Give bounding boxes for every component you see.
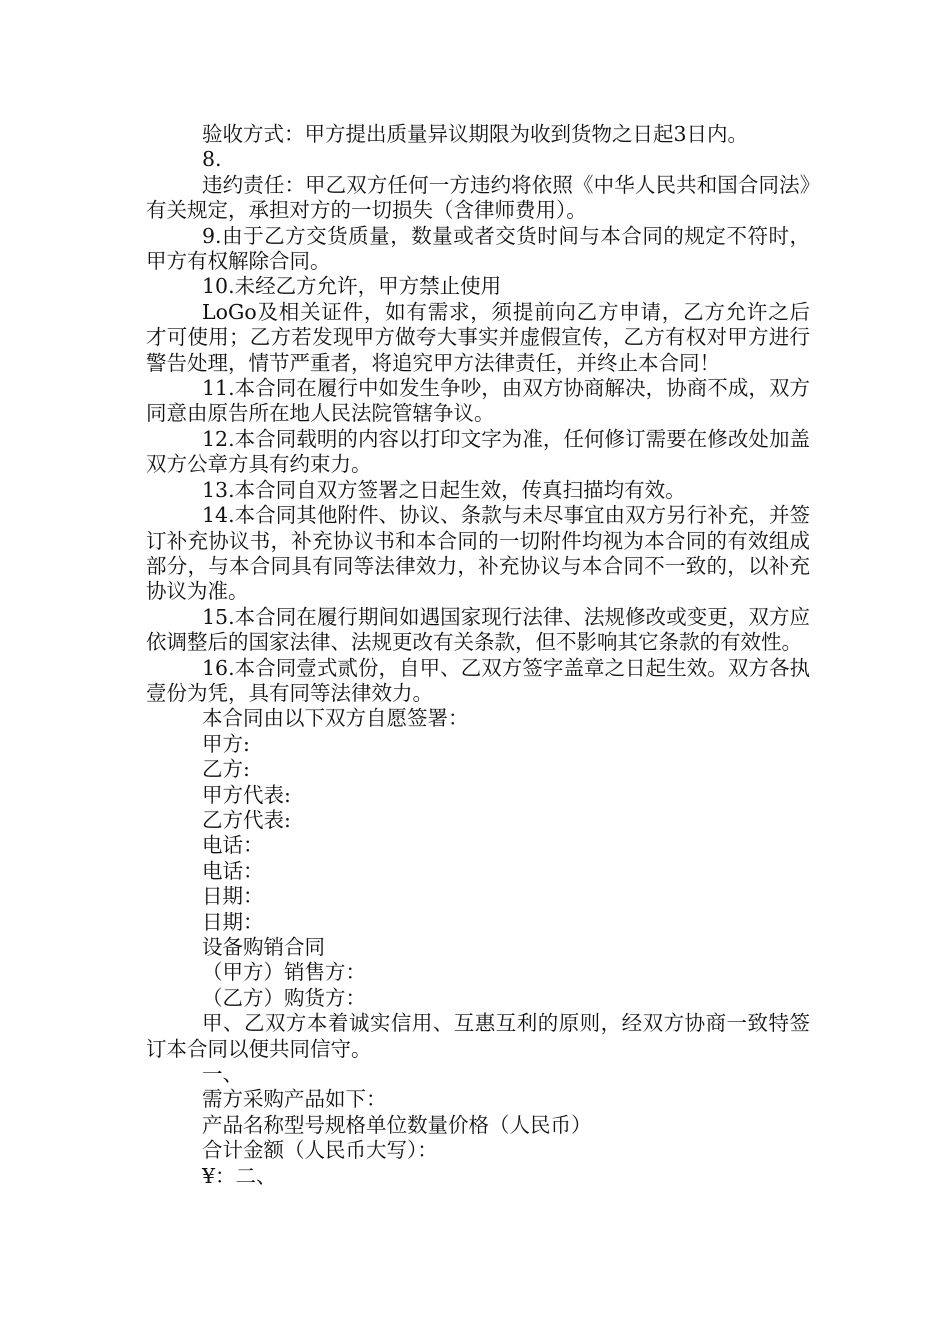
paragraph-acceptance-method: 验收方式：甲方提出质量异议期限为收到货物之日起3日内。 (202, 122, 749, 146)
paragraph-clause-14: 14.本合同其他附件、协议、条款与未尽事宜由双方另行补充，并签订补充协议书，补充协议书和本合同的一切附件均视为本合同的有效组成部分，与本合同具有同等法律效力，补充协议与本合同不一致的，以补充协议为准。 (146, 503, 810, 604)
party-a-seller: （甲方）销售方： (202, 960, 366, 985)
paragraph-products-intro: 需方采购产品如下： (202, 1087, 387, 1112)
signature-phone-a: 电话： (202, 833, 264, 858)
paragraph-clause-8-number: 8. (202, 147, 222, 172)
signature-party-a-representative: 甲方代表: (202, 782, 291, 807)
paragraph-principles: 甲、乙双方本着诚实信用、互惠互利的原则，经双方协商一致特签订本合同以便共同信守。 (146, 1011, 810, 1061)
signature-date-a: 日期： (202, 884, 264, 909)
paragraph-clause-9: 9.由于乙方交货质量，数量或者交货时间与本合同的规定不符时，甲方有权解除合同。 (146, 223, 810, 274)
signature-party-b-representative: 乙方代表: (202, 807, 291, 832)
document-body (146, 122, 810, 1189)
paragraph-clause-15: 15.本合同在履行期间如遇国家现行法律、法规修改或变更，双方应依调整后的国家法律、法规更改有关条款，但不影响其它条款的有效性。 (146, 604, 810, 655)
paragraph-logo-usage: LoGo及相关证件，如有需求，须提前向乙方申请，乙方允许之后才可使用；乙方若发现甲方做夸大事实并虚假宣传，乙方有权对甲方进行警告处理，情节严重者，将追究甲方法律责任，并终止本合同！ (146, 299, 810, 375)
paragraph-clause-11: 11.本合同在履行中如发生争吵，由双方协商解决，协商不成，双方同意由原告所在地人民法院管辖争议。 (146, 376, 810, 426)
total-amount-label: 合计金额（人民币大写）： (202, 1138, 438, 1163)
paragraph-clause-10: 10.未经乙方允许，甲方禁止使用 (202, 274, 502, 299)
signature-party-a: 甲方: (202, 731, 250, 756)
paragraph-signing-intro: 本合同由以下双方自愿签署： (202, 706, 469, 731)
paragraph-breach-liability: 违约责任：甲乙双方任何一方违约将依照《中华人民共和国合同法》有关规定，承担对方的一切损失（含律师费用）。 (146, 172, 810, 223)
signature-phone-b: 电话： (202, 858, 264, 883)
paragraph-clause-16: 16.本合同壹式贰份，自甲、乙双方签字盖章之日起生效。双方各执壹份为凭，具有同等法律效力。 (146, 655, 810, 705)
party-b-buyer: （乙方）购货方： (202, 985, 366, 1010)
signature-party-b: 乙方: (202, 757, 250, 782)
product-table-header: 产品名称型号规格单位数量价格（人民币） (202, 1112, 592, 1137)
contract-title: 设备购销合同 (202, 935, 325, 959)
paragraph-clause-13: 13.本合同自双方签署之日起生效，传真扫描均有效。 (202, 477, 686, 502)
section-one-heading: 一、 (202, 1062, 243, 1087)
paragraph-clause-12: 12.本合同载明的内容以打印文字为准，任何修订需要在修改处加盖双方公章方具有约束力。 (146, 426, 810, 477)
signature-date-b: 日期： (202, 909, 264, 934)
yuan-amount-and-section-two: ¥：二、 (202, 1163, 277, 1188)
